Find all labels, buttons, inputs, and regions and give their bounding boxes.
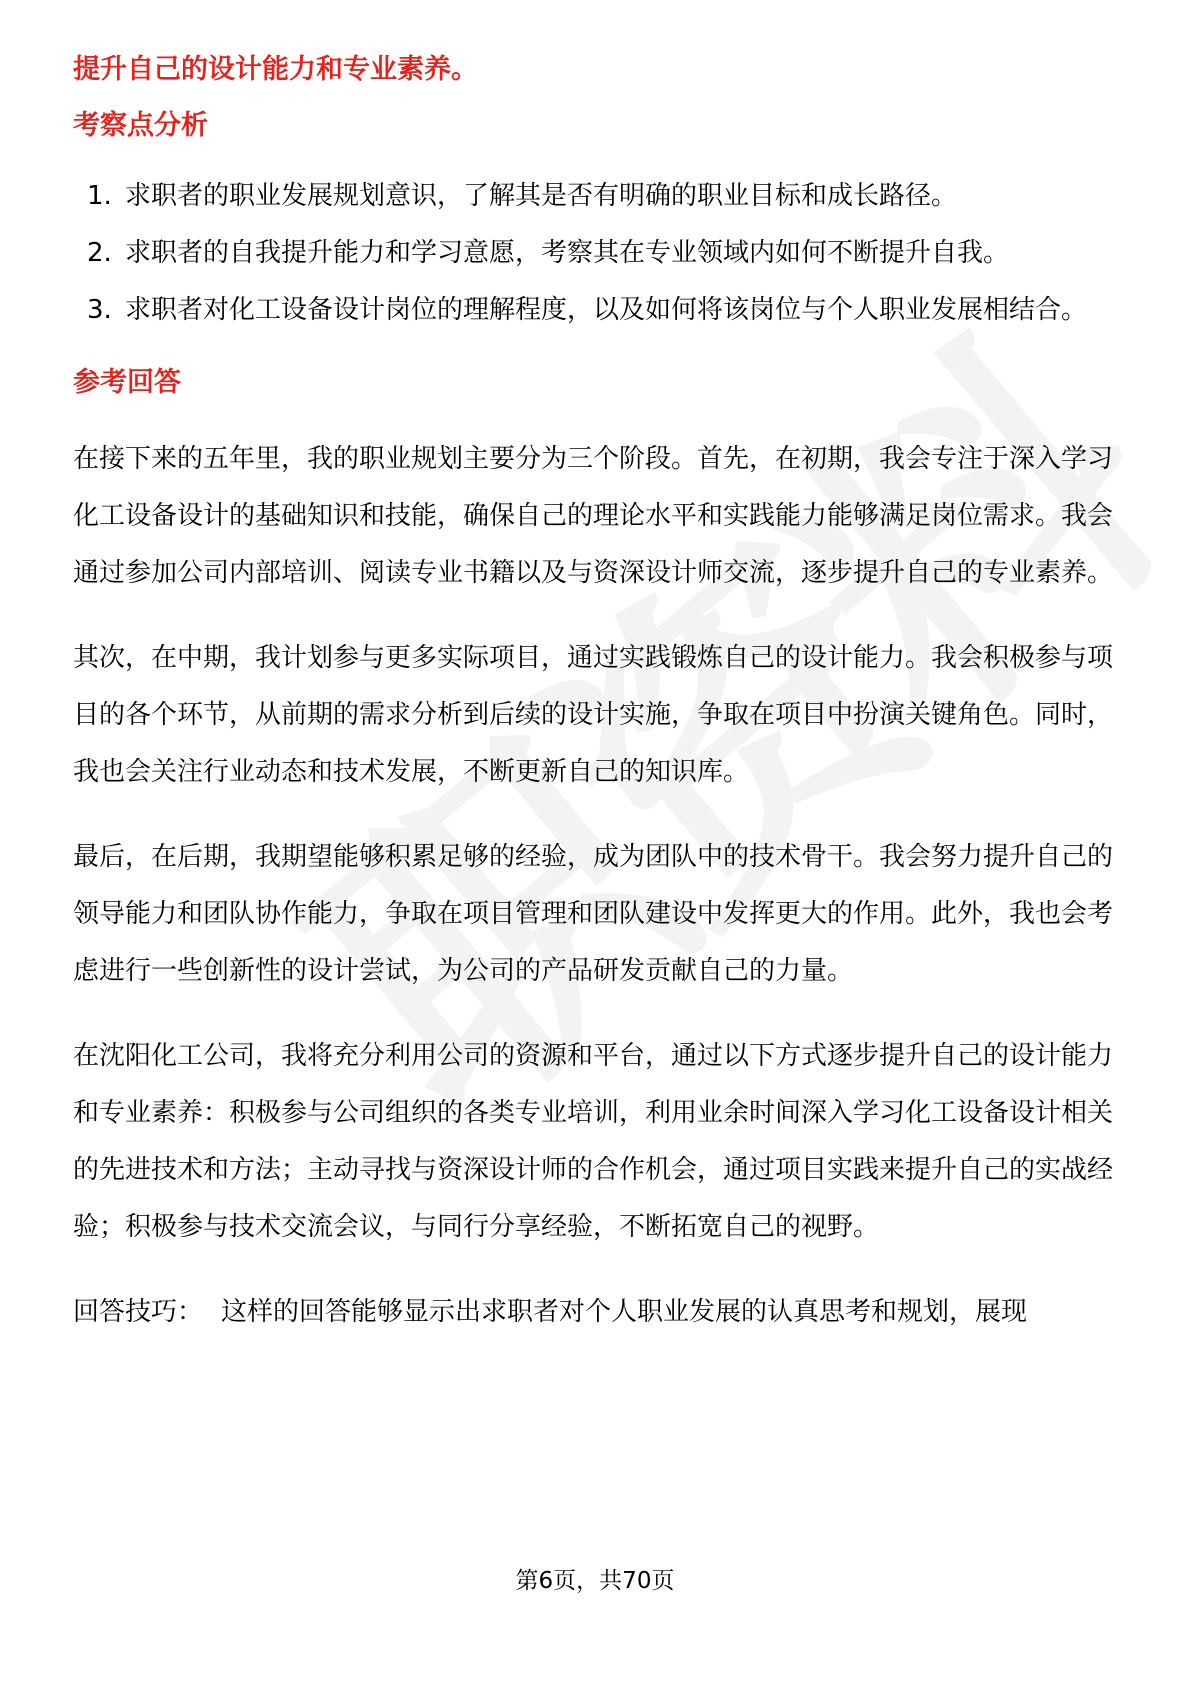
analysis-heading: 考察点分析 (73, 110, 208, 141)
tip-text: 这样的回答能够显示出求职者对个人职业发展的认真思考和规划，展现 (221, 1297, 1028, 1327)
answer-tip (73, 1284, 1123, 1341)
page-number-footer: 第6页，共70页 (515, 1568, 675, 1594)
list-item-number: 2. (87, 238, 112, 268)
answer-paragraph: 在沈阳化工公司，我将充分利用公司的资源和平台，通过以下方式逐步提升自己的设计能力和专业素养：积极参与公司组织的各类专业培训，利用业余时间深入学习化工设备设计相关的先进技术和方法；主动寻找与资深设计师的合作机会，通过项目实践来提升自己的实战经验；积极参与技术交流会议，与同行分享经验，不断拓宽自己的视野。 (73, 1041, 1114, 1242)
answer-heading: 参考回答 (73, 367, 181, 398)
lead-heading: 提升自己的设计能力和专业素养。 (73, 54, 478, 85)
list-item-text: 求职者对化工设备设计岗位的理解程度，以及如何将该岗位与个人职业发展相结合。 (125, 295, 1088, 325)
list-item-number: 3. (87, 295, 112, 325)
list-item-text: 求职者的自我提升能力和学习意愿，考察其在专业领域内如何不断提升自我。 (125, 238, 1010, 268)
list-item (73, 168, 1123, 225)
list-item-number: 1. (87, 181, 112, 211)
tip-label: 回答技巧： (73, 1297, 204, 1327)
answer-paragraph: 最后，在后期，我期望能够积累足够的经验，成为团队中的技术骨干。我会努力提升自己的领导能力和团队协作能力，争取在项目管理和团队建设中发挥更大的作用。此外，我也会考虑进行一些创新性的设计尝试，为公司的产品研发贡献自己的力量。 (73, 842, 1114, 986)
list-item (73, 282, 1123, 339)
analysis-list (73, 168, 1123, 339)
page-content (73, 50, 1123, 1341)
list-item-text: 求职者的职业发展规划意识，了解其是否有明确的职业目标和成长路径。 (125, 181, 958, 211)
list-item (73, 225, 1123, 282)
answer-paragraph: 在接下来的五年里，我的职业规划主要分为三个阶段。首先，在初期，我会专注于深入学习化工设备设计的基础知识和技能，确保自己的理论水平和实践能力能够满足岗位需求。我会通过参加公司内部培训、阅读专业书籍以及与资深设计师交流，逐步提升自己的专业素养。 (73, 444, 1114, 588)
answer-paragraph: 其次，在中期，我计划参与更多实际项目，通过实践锻炼自己的设计能力。我会积极参与项目的各个环节，从前期的需求分析到后续的设计实施，争取在项目中扮演关键角色。同时，我也会关注行业动态和技术发展，不断更新自己的知识库。 (73, 643, 1114, 787)
